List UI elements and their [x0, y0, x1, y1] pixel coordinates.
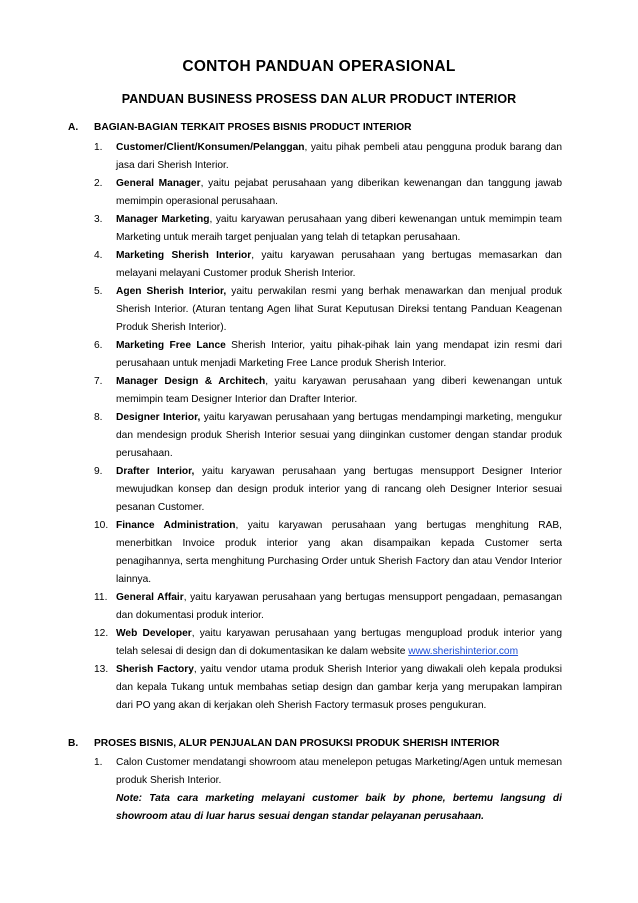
document-title: CONTOH PANDUAN OPERASIONAL [182, 58, 456, 75]
item-description: yaitu perwakilan resmi yang berhak menawarkan dan menjual produk Sherish Interior. (Aturan tentang Agen lihat Surat Keputusan Direksi tentang Panduan Keagenan Produk Sherish Interior). [116, 286, 563, 333]
item-description: , yaitu karyawan perusahaan yang diberi kewenangan untuk memimpin team Designer Interior dan Drafter Interior. [116, 376, 562, 405]
item-description: , yaitu karyawan perusahaan yang bertugas mengupload produk interior yang telah selesai di design dan di dokumentasikan ke dalam website [116, 628, 562, 657]
list-item [94, 373, 562, 409]
item-term: Sherish Factory [116, 664, 194, 675]
item-term: Finance Administration [116, 520, 236, 531]
item-term: Drafter Interior, [116, 466, 195, 477]
item-number: 6. [94, 340, 103, 351]
section-a-list [94, 139, 562, 715]
item-number: 7. [94, 376, 103, 387]
item-number: 8. [94, 412, 103, 423]
item-term: Web Developer [116, 628, 192, 639]
item-description: , yaitu karyawan perusahaan yang bertugas mensupport pengadaan, pemasangan dan dokumentasi produk interior. [116, 592, 562, 621]
item-description: , yaitu pejabat perusahaan yang diberikan kewenangan dan tanggung jawab memimpin operasional perusahaan. [116, 178, 562, 207]
list-item [94, 139, 562, 175]
item-number: 11. [94, 592, 108, 603]
list-item [94, 625, 562, 661]
item-term: Manager Design & Architech [116, 376, 266, 387]
item-number: 10. [94, 520, 109, 531]
item-description: , yaitu vendor utama produk Sherish Interior yang diwakali oleh kepala produksi dan kepala Tukang untuk membahas setiap design dan gambar kerja yang merupakan lampiran dari PO yang akan di kerjakan oleh Sherish Factory termasuk proses pengukuran. [116, 664, 563, 711]
list-item [94, 283, 562, 337]
item-description: , yaitu karyawan perusahaan yang bertugas menghitung RAB, menerbitkan Invoice produk interior yang akan disampaikan kepada Customer serta penagihannya, serta menghitung Purchasing Order untuk Sherish Factory dan atau Vendor Interior lainnya. [116, 520, 562, 585]
item-note: Note: Tata cara marketing melayani customer baik by phone, bertemu langsung di showroom atau di luar harus sesuai dengan standar pelayanan perusahaan. [116, 793, 562, 822]
list-item [94, 661, 562, 715]
item-number: 9. [94, 466, 103, 477]
list-item [94, 754, 562, 826]
document-subtitle: PANDUAN BUSINESS PROSESS DAN ALUR PRODUCT INTERIOR [121, 92, 517, 106]
item-term: Customer/Client/Konsumen/Pelanggan [116, 142, 305, 153]
item-number: 5. [94, 286, 103, 297]
list-item [94, 463, 562, 517]
list-item [94, 517, 562, 589]
list-item [94, 211, 562, 247]
item-description: , yaitu karyawan perusahaan yang diberi kewenangan untuk memimpin team Marketing untuk meraih target penjualan yang telah di tetapkan perusahaan. [116, 214, 562, 243]
item-term: Marketing Sherish Interior [116, 250, 252, 261]
item-number: 3. [94, 214, 103, 225]
section-b-title: PROSES BISNIS, ALUR PENJUALAN DAN PROSUKSI PRODUK SHERISH INTERIOR [94, 738, 500, 749]
item-number: 1. [94, 757, 103, 768]
list-item [94, 589, 562, 625]
website-link[interactable]: www.sherishinterior.com [408, 646, 519, 657]
item-description: , yaitu karyawan perusahaan yang bertugas memasarkan dan melayani melayani Customer produk Sherish Interior. [116, 250, 562, 279]
list-item [94, 409, 562, 463]
item-term: Agen Sherish Interior, [116, 286, 227, 297]
list-item [94, 337, 562, 373]
item-description: yaitu karyawan perusahaan yang bertugas mensupport Designer Interior mewujudkan konsep dan design produk interior yang di rancang oleh Designer Interior sesuai pesanan Customer. [116, 466, 562, 513]
section-a-letter: A. [68, 122, 79, 133]
item-description: Sherish Interior, yaitu pihak-pihak lain yang mendapat izin resmi dari perusahaan untuk menjadi Marketing Free Lance produk Sherish Interior. [116, 340, 562, 369]
item-term: Manager Marketing [116, 214, 210, 225]
section-a-title: BAGIAN-BAGIAN TERKAIT PROSES BISNIS PRODUCT INTERIOR [94, 122, 412, 133]
item-term: Marketing Free Lance [116, 340, 226, 351]
item-text: Calon Customer mendatangi showroom atau menelepon petugas Marketing/Agen untuk memesan produk Sherish Interior. [116, 757, 562, 786]
item-number: 1. [94, 142, 103, 153]
list-item [94, 175, 562, 211]
item-description: , yaitu pihak pembeli atau pengguna produk barang dan jasa dari Sherish Interior. [116, 142, 562, 171]
item-number: 4. [94, 250, 103, 261]
item-number: 2. [94, 178, 103, 189]
item-term: General Manager [116, 178, 201, 189]
section-b-list [94, 754, 562, 826]
item-term: Designer Interior, [116, 412, 201, 423]
item-number: 12. [94, 628, 109, 639]
section-b-letter: B. [68, 738, 79, 749]
list-item [94, 247, 562, 283]
item-description: yaitu karyawan perusahaan yang bertugas mendampingi marketing, mengukur dan mendesign produk Sherish Interior sesuai yang diinginkan customer dengan standar produk perusahaan. [116, 412, 562, 459]
item-number: 13. [94, 664, 109, 675]
item-term: General Affair [116, 592, 184, 603]
